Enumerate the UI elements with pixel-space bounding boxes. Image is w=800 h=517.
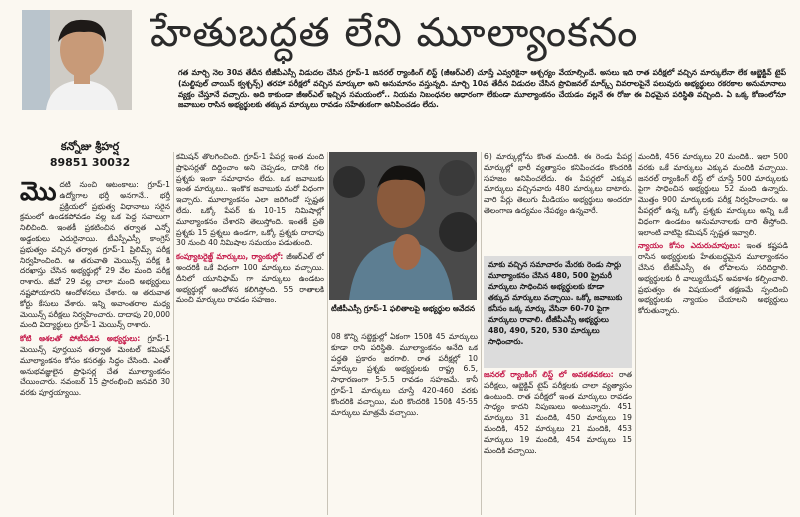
author-photo xyxy=(22,10,132,110)
column-5 xyxy=(638,152,788,515)
column-3-paragraph-1: 08 కొన్ని సబ్జెక్టుల్లో ఏకంగా 150కి 45 మార్కులు కూడా రాని పరిస్థితి. మూల్యాంకనం అనేది ఒక పద్ధతి ప్రకారం జరగాలి. రాత పరీక్షల్లో 10 మార్కుల ప్రశ్నకు అభ్యర్థులకు రాష్ట్ర 6.5, సాధారణంగా 5-5.5 రావడం సహజమే. కానీ గ్రూప్-1 మార్కులు చూస్తే 420-460 వరకు కొందరికి వచ్చాయి, మరి కొందరికి 150కి 45-55 మార్కులు మాత్రమే వచ్చాయి. xyxy=(331,332,478,417)
column-4-bottom xyxy=(484,370,632,515)
drop-cap: మొ xyxy=(20,180,57,207)
column-rule xyxy=(635,152,636,515)
column-1-subhead: కోటి ఆశలతో పోటీపడిన అభ్యర్థులు: xyxy=(20,334,141,344)
column-2-paragraph-1: కమిషన్ తొలగించింది. గ్రూప్-1 పేపర్ల ఇంత మంది ప్రొఫెసర్లతో దిద్దించాం అని చెప్పడం, దానికి గల ప్రశ్నకు ఇంకా సమాధానం లేదు. ఒక జవాబుకు ఇంత మార్కులు.. ఇంకొక జవాబుకు మరో విధంగా ఇచ్చారు. మూల్యాంకనం ఎలా జరిగిందో స్పష్టత లేదు. ఒక్కో పేపర్ కు 10-15 నిమిషాల్లో మూల్యాంకనం చేశారని తెలుస్తోంది. ఇంతకీ ప్రతి ప్రశ్నకు 15 ప్రశ్నలు ఉండగా, ఒక్కో ప్రశ్నకు దాదాపు 30 నుంచి 40 నిమిషాల సమయం పడుతుంది. xyxy=(176,152,324,248)
protest-photo xyxy=(329,152,477,300)
column-2-subhead: కంప్యూటరైజ్డ్ మార్కులు, ర్యాంకుల్లో: xyxy=(176,252,284,262)
column-1 xyxy=(20,180,170,515)
column-4-top xyxy=(484,152,632,252)
column-3 xyxy=(331,332,478,515)
author-name: కన్నోజు శ్రీహర్ష xyxy=(60,140,120,153)
column-rule xyxy=(173,152,174,515)
column-rule xyxy=(481,152,482,515)
highlight-box: మాకు వచ్చిన సమాచారం మేరకు రెండు సార్లు మూల్యాంకనం చేసిన 480, 500 ప్రైమరీ మార్కులు సాధించిన అభ్యర్థులకు కూడా తక్కువ మార్కులు వచ్చాయి. ఒక్కో జవాబుకు కనీసం ఒక్క మార్కు వేసినా 60-70 పైగా మార్కులు రావాలి. టీజీపీఎస్సీ అభ్యర్థులు 480, 490, 520, 530 మార్కులు సాధించారు. xyxy=(484,256,632,368)
author-portrait-image xyxy=(22,10,132,110)
column-2-paragraph-2: జీఆర్ఎల్ లో అందరికీ ఒకే విధంగా 100 మార్కులు వచ్చాయి. దీనిలో యూనిఫామ్ గా మార్కులు ఉండటం అభ్యర్థుల్లో ఆందోళన కలిగిస్తోంది. 55 రాతాలకి మంచి మార్కులు రావడం సహజం. xyxy=(176,252,324,305)
column-1-paragraph-1: దటి నుంచి ఆటంకాలు: గ్రూప్-1 ఉద్యోగాల భర్తీ అనగానే.. భర్తీ ప్రక్రియలో ప్రభుత్వ విధానాలు సరైన క్రమంలో ఉండకపోవడం వల్ల ఒక పెద్ద సవాలుగా నిలిచింది. ఇంతకీ ప్రకటించిన తర్వాత ఎన్నో అడ్డంకులు ఎదురైనాయి. టీఎస్పీఎస్సీ కాంగ్రెస్ ప్రభుత్వం వచ్చిన తర్వాత గ్రూప్-1 ప్రిలిమ్స్ పరీక్ష నిర్వహించింది. ఆ తరువాతి మెయిన్స్ పరీక్ష కి దరఖాస్తు చేసిన అభ్యర్థుల్లో 29 వేల మంది పరీక్ష రాశారు. జీవో 29 వల్ల చాలా మంది అభ్యర్థులు నష్టపోయారని ఆందోళనలు చేశారు. ఆ తరువాత కోర్టు కేసులు వేశారు. ఇన్ని అవాంతరాల మధ్య మెయిన్స్ పరీక్షలు నిర్వహించారు. దాదాపు 20,000 మంది విద్యార్థులు గ్రూప్-1 మెయిన్స్ రాశారు. xyxy=(20,180,170,330)
column-1-paragraph-2: గ్రూప్-1 మెయిన్స్ పూర్తయిన తర్వాత మెంటల్ కమిషన్ మూల్యాంకనం కోసం కసరత్తు సిద్ధం చేసింది. ఎంతో అనుభవజ్ఞులైన ప్రొఫెసర్ల చేత మూల్యాంకనం చేయించారు. నవంబర్ 15 ప్రారంభించి జనవరి 30 వరకు పూర్తయ్యాయి. xyxy=(20,334,170,398)
photo-caption: టీజీపీఎస్సీ గ్రూప్-1 ఫలితాలపై అభ్యర్థుల ఆవేదన xyxy=(331,304,476,313)
column-rule xyxy=(327,152,328,515)
column-2 xyxy=(176,152,324,515)
column-5-paragraph-1: మందికి, 456 మార్కులు 20 మందికి.. ఇలా 500 వరకు ఒకే మార్కులు ఎక్కువ మందికి వచ్చాయి. జనరల్ ర్యాంకింగ్ లిస్ట్ లో చూస్తే 500 మార్కులకు పైగా సాధించిన అభ్యర్థులు 52 మంది ఉన్నారు. మొత్తం 900 మార్కులకు పరీక్ష నిర్వహించారు. ఆ పేపర్లలో ఉన్న ఒక్కో ప్రశ్నకు మార్కులు అన్ని ఒకే విధంగా ఉండటం అనుమానాలకు దారి తీస్తోంది. ఇలాంటి వాటిపై కమిషన్ స్పష్టత ఇవ్వాలి. xyxy=(638,152,788,237)
column-5-paragraph-2: ఇంత కష్టపడి రాసిన అభ్యర్థులకు హేతుబద్ధమైన మూల్యాంకనం చేసిన టీజీపీఎస్సీ ఈ లోపాలను సరిదిద్దాలి. అభ్యర్థులకు రీ వాల్యుయేషన్ అవకాశం కల్పించాలి. ప్రభుత్వం ఈ విషయంలో తక్షణమే స్పందించి అభ్యర్థులకు న్యాయం చేయాలని అభ్యర్థులు కోరుతున్నారు. xyxy=(638,241,788,316)
author-phone: 89851 30032 xyxy=(49,156,131,169)
protest-photo-image xyxy=(329,152,477,300)
column-4-subhead: జనరల్ ర్యాంకింగ్ లిస్ట్ లో అవకతవకలు: xyxy=(484,370,614,379)
intro-paragraph: గత మార్చి నెల 30వ తేదీన టీజీపీఎస్సీ విడుదల చేసిన గ్రూప్-1 జనరల్ ర్యాంకింగ్ లిస్ట్ (జీఆర్ఎల్) చూస్తే ఎవ్వరికైనా ఆశ్చర్యం వేయాల్సిందే. అసలు ఇది రాత పరీక్షలో వచ్చిన మార్కులేనా లేక ఆబ్జెక్టివ్ టైప్ (మల్టిపుల్ చాయిస్ క్వశ్చన్స్) తరహా పరీక్షలో వచ్చిన మార్కులా అని అనుమానం వస్తున్నది. మార్చి 10వ తేదీన విడుదల చేసిన ప్రొవిజనల్ మార్క్స్ వివరాలపైనే పలువురు అభ్యర్థులు రకరకాల అనుమానాలు వ్యక్తం చేస్తూనే వచ్చారు. అది కాకుండా జీఆర్ఎల్ ఇచ్చిన సమయంలో.. నియమ నిబంధనల ఆధారంగా లేకుండా మూల్యాంకనం చేయడం వల్లనే ఈ రోజు ఈ విధమైన పరిస్థితి వచ్చింది. ఏ ఒక్క కోణంలోనూ జవాబుల రాసిన అభ్యర్థులకు తక్కువ మార్కులు రావడం సహేతుకంగా అనిపించడం లేదు. xyxy=(178,68,786,110)
column-4-paragraph-1: 6) మార్కుల్లోను కొంత మందికి. ఈ రెండు పేపర్ల మార్కుల్లో భారీ వ్యత్యాసం కనిపించడం కొందరికి సహజం అనిపించలేదు. ఈ పేపర్లలో ఎక్కువ మార్కులు వచ్చినవారు 480 మార్కులు దాటారు. వారి పేర్లు తెలుగు మీడియం అభ్యర్థులు అందరూ తెలంగాణ ఉద్యమం నేపథ్యం ఉన్నవారే. xyxy=(484,152,632,215)
column-5-subhead: న్యాయం కోసం ఎదురుచూపులు: xyxy=(638,241,741,251)
column-4-paragraph-2: రాత పరీక్షలు, ఆబ్జెక్టివ్ టైప్ పరీక్షలకు చాలా వ్యత్యాసం ఉంటుంది. రాత పరీక్షలో ఇంత మార్కులు రావడం సాధ్యం కాదని నిపుణులు అంటున్నారు. 451 మార్కులు 31 మందికి, 450 మార్కులు 19 మందికి, 452 మార్కులు 21 మందికి, 453 మార్కులు 19 మందికి, 454 మార్కులు 15 మందికి వచ్చాయి. xyxy=(484,370,632,455)
headline: హేతుబద్ధత లేని మూల్యాంకనం xyxy=(150,10,639,56)
